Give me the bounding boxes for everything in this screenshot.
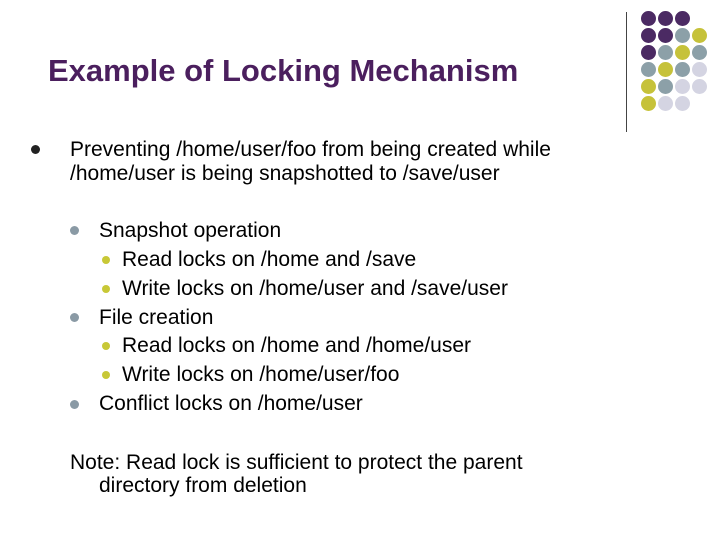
dot <box>692 45 707 60</box>
note-line1: Note: Read lock is sufficient to protect the parent <box>70 451 523 474</box>
dot <box>641 62 656 77</box>
dot <box>641 11 656 26</box>
dot <box>675 96 690 111</box>
bullet-level2 <box>70 226 79 235</box>
dot <box>658 11 673 26</box>
dot <box>641 96 656 111</box>
sub-sub-item: Read locks on /home and /home/user <box>122 334 472 357</box>
dot <box>675 62 690 77</box>
bullet-level3 <box>102 285 110 293</box>
dot <box>641 79 656 94</box>
bullet-level1 <box>31 145 40 154</box>
dot <box>658 96 673 111</box>
dot <box>675 79 690 94</box>
dot <box>658 62 673 77</box>
dot <box>692 79 707 94</box>
slide-title: Example of Locking Mechanism <box>48 53 519 88</box>
sub-item-conflict: Conflict locks on /home/user <box>99 392 363 415</box>
sub-sub-item: Read locks on /home and /save <box>122 248 417 271</box>
dot <box>675 11 690 26</box>
bullet-level3 <box>102 342 110 350</box>
dot <box>641 28 656 43</box>
sub-item-snapshot: Snapshot operation <box>99 219 282 242</box>
divider-line <box>626 12 627 132</box>
dot <box>658 79 673 94</box>
bullet-level3 <box>102 371 110 379</box>
dot <box>692 62 707 77</box>
sub-sub-item: Write locks on /home/user and /save/user <box>122 277 508 300</box>
sub-sub-item: Write locks on /home/user/foo <box>122 363 400 386</box>
dot <box>658 28 673 43</box>
dot <box>692 28 707 43</box>
dot <box>641 45 656 60</box>
dot <box>675 28 690 43</box>
main-bullet-line1: Preventing /home/user/foo from being created while <box>70 138 551 161</box>
note-line2: directory from deletion <box>99 474 307 497</box>
dot <box>675 45 690 60</box>
bullet-level2 <box>70 313 79 322</box>
dot <box>658 45 673 60</box>
bullet-level2 <box>70 400 79 409</box>
sub-item-file-creation: File creation <box>99 306 214 329</box>
bullet-level3 <box>102 256 110 264</box>
main-bullet-line2: /home/user is being snapshotted to /save/user <box>70 162 500 185</box>
